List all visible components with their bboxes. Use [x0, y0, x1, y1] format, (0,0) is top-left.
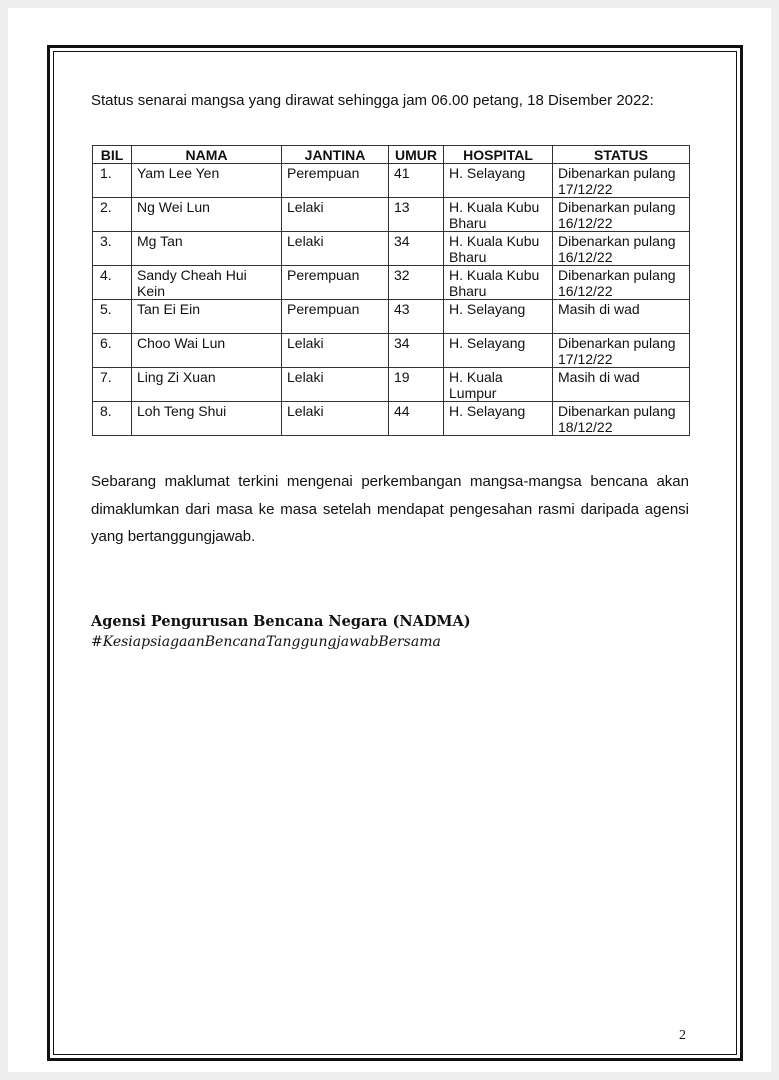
cell-bil: 2. [93, 198, 132, 232]
header-status: STATUS [553, 146, 690, 164]
cell-bil: 3. [93, 232, 132, 266]
cell-bil: 1. [93, 164, 132, 198]
cell-nama: Ling Zi Xuan [132, 368, 282, 402]
cell-status: Dibenarkan pulang 16/12/22 [553, 198, 690, 232]
status-intro-text: Status senarai mangsa yang dirawat sehingga jam 06.00 petang, 18 Disember 2022: [91, 92, 654, 109]
cell-nama: Ng Wei Lun [132, 198, 282, 232]
cell-bil: 8. [93, 402, 132, 436]
table-row [93, 334, 690, 368]
cell-status: Dibenarkan pulang 17/12/22 [553, 334, 690, 368]
cell-status: Dibenarkan pulang 16/12/22 [553, 232, 690, 266]
cell-jantina: Lelaki [282, 402, 389, 436]
signature-organization: Agensi Pengurusan Bencana Negara (NADMA) [91, 613, 471, 630]
table-row [93, 368, 690, 402]
header-hospital: HOSPITAL [444, 146, 553, 164]
cell-umur: 34 [389, 232, 444, 266]
cell-jantina: Lelaki [282, 232, 389, 266]
header-umur: UMUR [389, 146, 444, 164]
cell-nama: Yam Lee Yen [132, 164, 282, 198]
header-jantina: JANTINA [282, 146, 389, 164]
cell-status: Dibenarkan pulang 16/12/22 [553, 266, 690, 300]
table-row [93, 198, 690, 232]
table-row [93, 266, 690, 300]
cell-umur: 44 [389, 402, 444, 436]
header-nama: NAMA [132, 146, 282, 164]
table-row [93, 164, 690, 198]
table-row [93, 402, 690, 436]
cell-jantina: Perempuan [282, 164, 389, 198]
cell-nama: Sandy Cheah Hui Kein [132, 266, 282, 300]
header-bil: BIL [93, 146, 132, 164]
table-header-row [93, 146, 690, 164]
cell-hospital: H. Kuala Kubu Bharu [444, 198, 553, 232]
cell-status: Dibenarkan pulang 18/12/22 [553, 402, 690, 436]
cell-hospital: H. Kuala Kubu Bharu [444, 266, 553, 300]
cell-umur: 41 [389, 164, 444, 198]
cell-bil: 5. [93, 300, 132, 334]
cell-hospital: H. Selayang [444, 402, 553, 436]
table-row [93, 232, 690, 266]
page-number: 2 [679, 1028, 686, 1043]
cell-jantina: Lelaki [282, 198, 389, 232]
cell-bil: 7. [93, 368, 132, 402]
cell-umur: 34 [389, 334, 444, 368]
cell-hospital: H. Kuala Kubu Bharu [444, 232, 553, 266]
cell-nama: Loh Teng Shui [132, 402, 282, 436]
cell-status: Dibenarkan pulang 17/12/22 [553, 164, 690, 198]
cell-nama: Choo Wai Lun [132, 334, 282, 368]
cell-jantina: Perempuan [282, 266, 389, 300]
cell-umur: 19 [389, 368, 444, 402]
cell-jantina: Perempuan [282, 300, 389, 334]
update-notice-paragraph: Sebarang maklumat terkini mengenai perkembangan mangsa-mangsa bencana akan dimaklumkan dari masa ke masa setelah mendapat pengesahan rasmi daripada agensi yang bertanggungjawab. [91, 473, 689, 545]
cell-umur: 13 [389, 198, 444, 232]
cell-bil: 6. [93, 334, 132, 368]
table-row [93, 300, 690, 334]
victims-table [92, 145, 690, 436]
cell-jantina: Lelaki [282, 334, 389, 368]
cell-umur: 32 [389, 266, 444, 300]
cell-nama: Tan Ei Ein [132, 300, 282, 334]
cell-umur: 43 [389, 300, 444, 334]
cell-hospital: H. Selayang [444, 334, 553, 368]
cell-hospital: H. Selayang [444, 164, 553, 198]
cell-jantina: Lelaki [282, 368, 389, 402]
signature-hashtag: #KesiapsiagaanBencanaTanggungjawabBersama [91, 634, 441, 650]
cell-status: Masih di wad [553, 300, 690, 334]
cell-status: Masih di wad [553, 368, 690, 402]
cell-hospital: H. Kuala Lumpur [444, 368, 553, 402]
cell-bil: 4. [93, 266, 132, 300]
cell-nama: Mg Tan [132, 232, 282, 266]
cell-hospital: H. Selayang [444, 300, 553, 334]
